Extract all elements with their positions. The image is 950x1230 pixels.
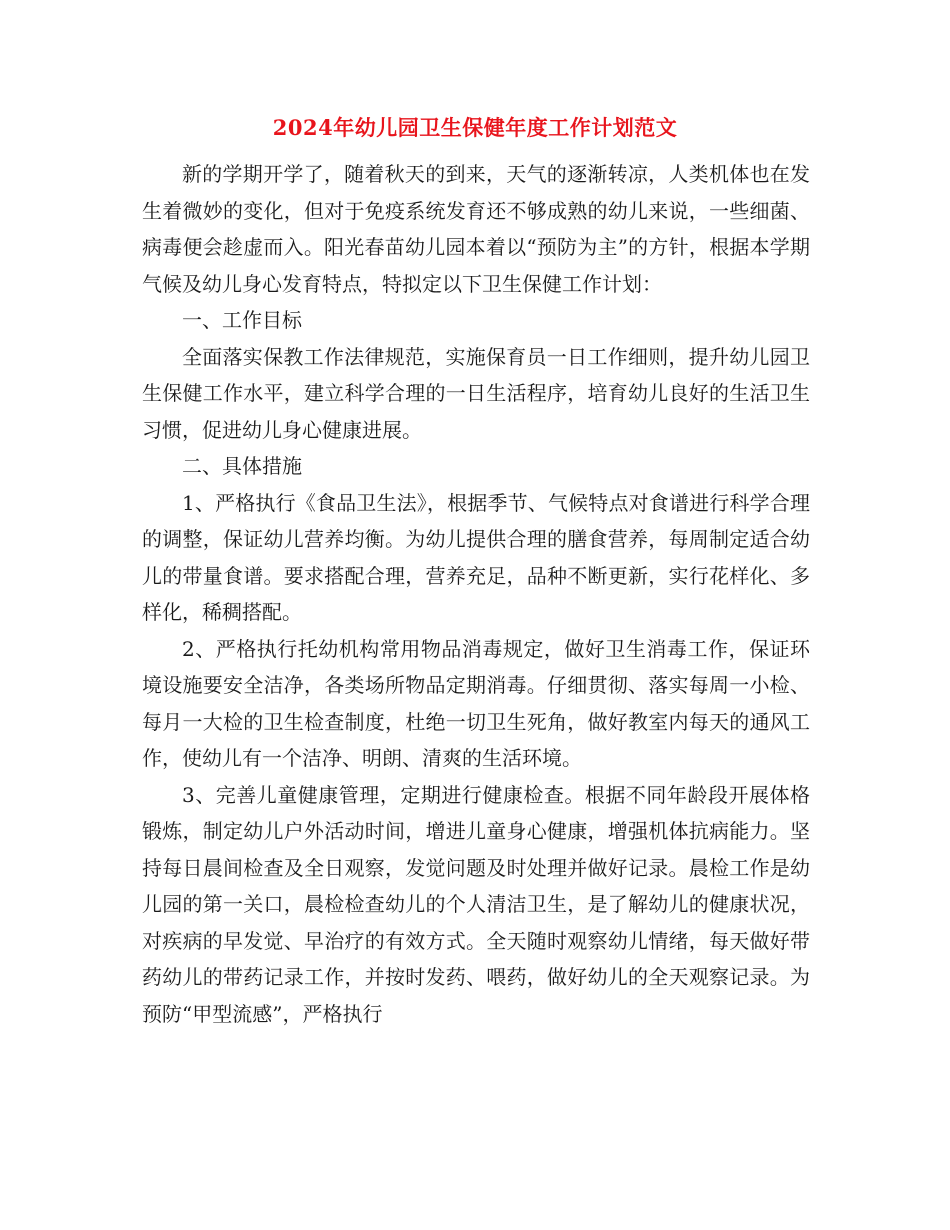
paragraph-intro: 新的学期开学了，随着秋天的到来，天气的逐渐转凉，人类机体也在发生着微妙的变化，但对于免疫系统发育还不够成熟的幼儿来说，一些细菌、病毒便会趁虚而入。阳光春苗幼儿园本着以“预防为主”的方针，根据本学期气候及幼儿身心发育特点，特拟定以下卫生保健工作计划： [142, 162, 810, 296]
paragraph-goals: 全面落实保教工作法律规范，实施保育员一日工作细则，提升幼儿园卫生保健工作水平，建立科学合理的一日生活程序，培育幼儿良好的生活卫生习惯，促进幼儿身心健康进展。 [142, 344, 810, 442]
document-title: 2024年幼儿园卫生保健年度工作计划范文 [272, 115, 678, 140]
paragraph-measure-2: 2、严格执行托幼机构常用物品消毒规定，做好卫生消毒工作，保证环境设施要安全洁净，各类场所物品定期消毒。仔细贯彻、落实每周一小检、每月一大检的卫生检查制度，杜绝一切卫生死角，做好教室内每天的通风工作，使幼儿有一个洁净、明朗、清爽的生活环境。 [142, 636, 810, 770]
paragraph-measure-3: 3、完善儿童健康管理，定期进行健康检查。根据不同年龄段开展体格锻炼，制定幼儿户外活动时间，增进儿童身心健康，增强机体抗病能力。坚持每日晨间检查及全日观察，发觉问题及时处理并做好记录。晨检工作是幼儿园的第一关口，晨检检查幼儿的个人清洁卫生，是了解幼儿的健康状况，对疾病的早发觉、早治疗的有效方式。全天随时观察幼儿情绪，每天做好带药幼儿的带药记录工作，并按时发药、喂药，做好幼儿的全天观察记录。为预防“甲型流感”，严格执行 [142, 782, 810, 1026]
paragraph-measure-1: 1、严格执行《食品卫生法》，根据季节、气候特点对食谱进行科学合理的调整，保证幼儿营养均衡。为幼儿提供合理的膳食营养，每周制定适合幼儿的带量食谱。要求搭配合理，营养充足，品种不断更新，实行花样化、多样化，稀稠搭配。 [142, 490, 810, 624]
section-heading-goals: 一、工作目标 [182, 308, 302, 332]
document-body [142, 156, 810, 1032]
section-heading-measures: 二、具体措施 [182, 454, 302, 478]
